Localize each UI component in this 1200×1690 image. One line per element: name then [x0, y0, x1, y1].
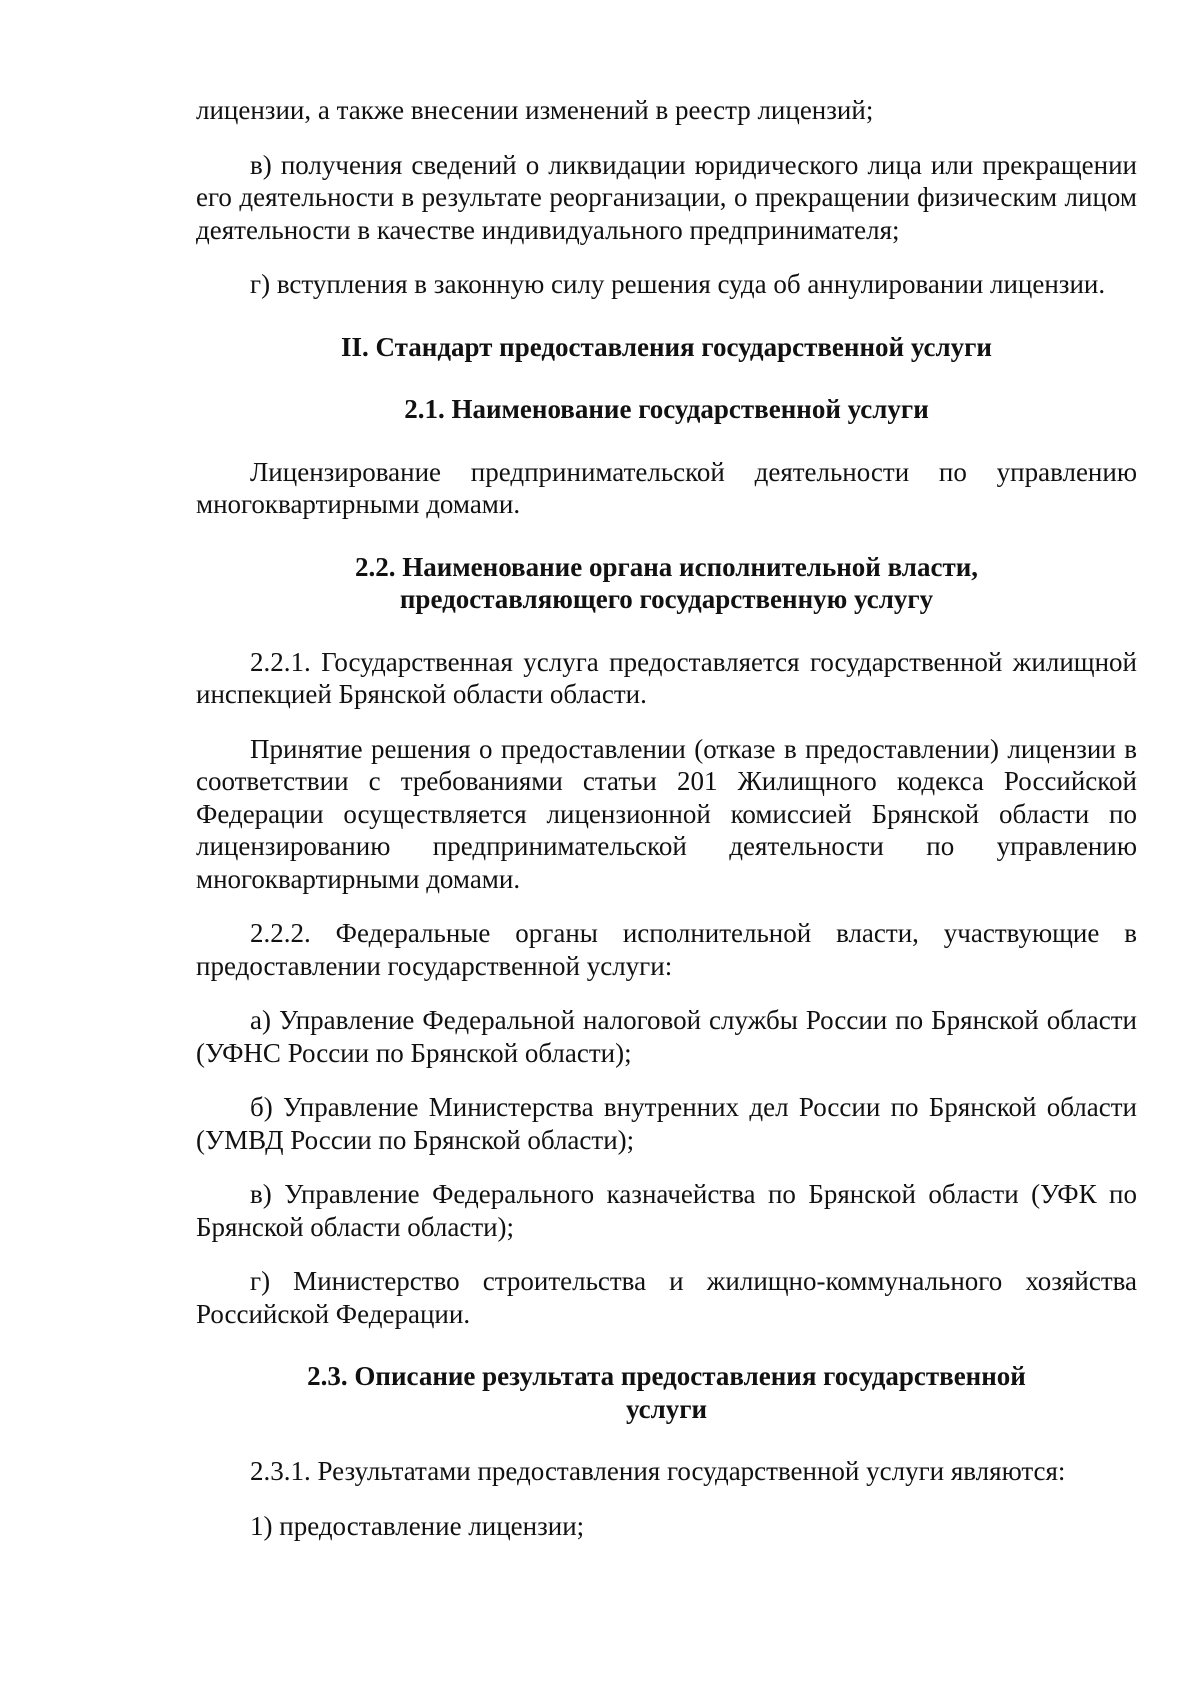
paragraph-item-g-court-decision: г) вступления в законную силу решения суда об аннулировании лицензии. — [250, 269, 1106, 299]
paragraph-2-3-1: 2.3.1. Результатами предоставления государственной услуги являются: — [250, 1456, 1066, 1486]
subsection-heading-2-3-line-2: услуги — [625, 1393, 708, 1424]
section-heading-ii-standard: II. Стандарт предоставления государственной услуги — [341, 331, 992, 362]
subsection-heading-2-1: 2.1. Наименование государственной услуги — [404, 394, 929, 424]
paragraph-item-v-liquidation: в) получения сведений о ликвидации юридического лица или прекращении его деятельности в результате реорганизации, о прекращении физическим лицом деятельности в качестве индивидуального предпринимателя; — [196, 149, 1137, 245]
paragraph-2-2-2: 2.2.2. Федеральные органы исполнительной власти, участвующие в предоставлении государственной услуги: — [196, 918, 1137, 981]
paragraph-license-registry-continuation: лицензии, а также внесении изменений в реестр лицензий; — [196, 95, 874, 125]
paragraph-service-name: Лицензирование предпринимательской деятельности по управлению многоквартирными домами. — [196, 456, 1137, 519]
document-body — [196, 94, 1137, 1542]
list-item-g-ministry: г) Министерство строительства и жилищно-коммунального хозяйства Российской Федерации. — [196, 1266, 1137, 1329]
list-item-v-ufk: в) Управление Федерального казначейства по Брянской области (УФК по Брянской области области); — [196, 1179, 1137, 1242]
list-item-b-umvd: б) Управление Министерства внутренних дел России по Брянской области (УМВД России по Брянской области); — [196, 1092, 1137, 1155]
subsection-heading-2-2-line-1: 2.2. Наименование органа исполнительной власти, — [354, 551, 979, 582]
paragraph-decision-commission: Принятие решения о предоставлении (отказе в предоставлении) лицензии в соответствии с требованиями статьи 201 Жилищного кодекса Российской Федерации осуществляется лицензионной комиссией Брянской области по лицензированию предпринимательской деятельности по управлению многоквартирными домами. — [196, 733, 1137, 894]
list-item-1-license: 1) предоставление лицензии; — [250, 1510, 585, 1541]
subsection-heading-2-2-line-2: предоставляющего государственную услугу — [399, 584, 934, 614]
list-item-a-ufns: а) Управление Федеральной налоговой службы России по Брянской области (УФНС России по Брянской области); — [196, 1005, 1137, 1068]
paragraph-2-2-1: 2.2.1. Государственная услуга предоставляется государственной жилищной инспекцией Брянской области области. — [196, 646, 1137, 709]
subsection-heading-2-3-line-1: 2.3. Описание результата предоставления государственной — [307, 1361, 1026, 1391]
